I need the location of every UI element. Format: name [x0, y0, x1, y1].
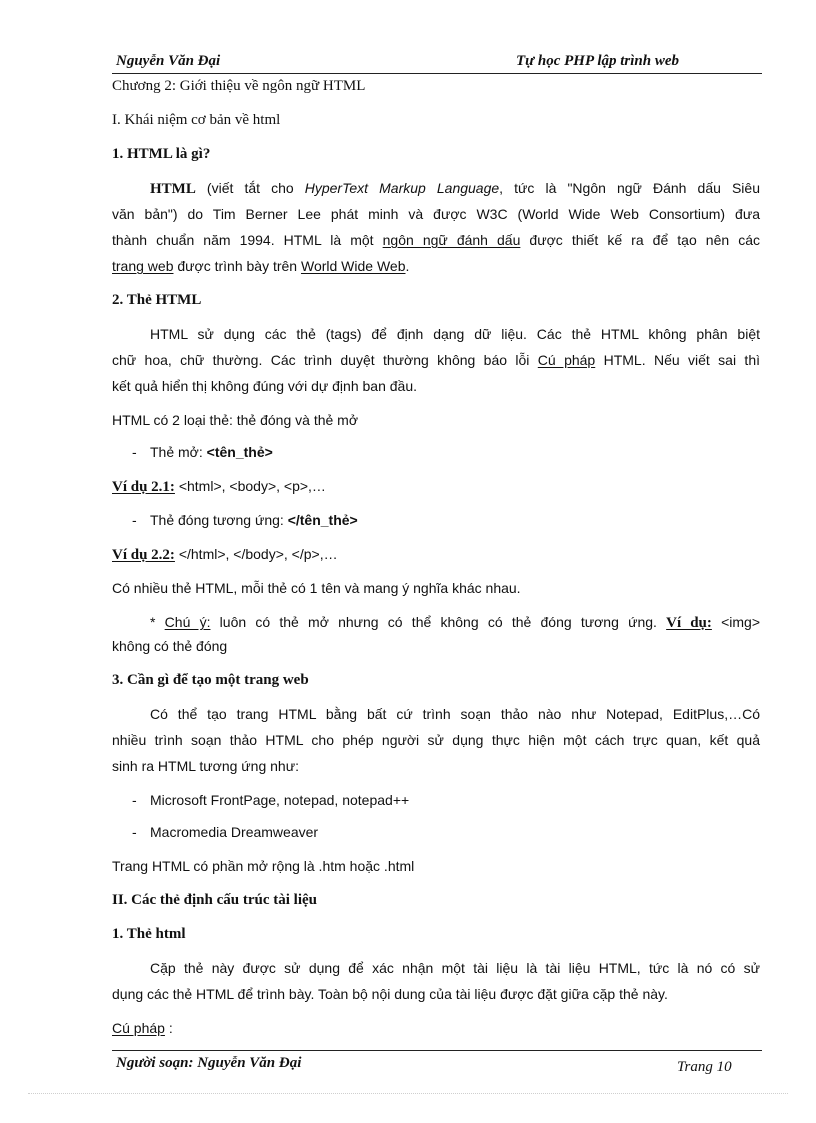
link-world-wide-web[interactable]: World Wide Web [300, 258, 406, 274]
paragraph-2-line-3: kết quả hiển thị không đúng với dự định ban đầu. [112, 378, 417, 394]
link-web-page[interactable]: trang web [112, 258, 174, 274]
paragraph-1-line-2: văn bản") do Tim Berner Lee phát minh và được W3C (World Wide Web Consortium) đưa [112, 206, 760, 222]
syntax-label-line [112, 1018, 173, 1038]
bullet-dreamweaver [132, 822, 318, 842]
text-run: chữ hoa, chữ thường. Các trình duyệt thường không báo lỗi [112, 352, 538, 368]
bullet-close-tag [132, 510, 358, 530]
text-run: Thẻ mở: [150, 444, 207, 460]
paragraph-7-line-2: dụng các thẻ HTML để trình bày. Toàn bộ nội dung của tài liệu được đặt giữa cặp thẻ này. [112, 986, 668, 1002]
paragraph-3: HTML có 2 loại thẻ: thẻ đóng và thẻ mở [112, 412, 359, 428]
text-run: được trình bày trên [173, 258, 301, 274]
text-run: (viết tắt cho [195, 180, 305, 196]
paragraph-5-line-1: Có thể tạo trang HTML bằng bất cứ trình soạn thảo nào như Notepad, EditPlus,…Có [150, 706, 760, 722]
example-label: Ví dụ 2.2: [112, 547, 175, 563]
subsection-4-title: 1. Thẻ html [112, 926, 186, 942]
paragraph-4: Có nhiều thẻ HTML, mỗi thẻ có 1 tên và mang ý nghĩa khác nhau. [112, 580, 521, 596]
chapter-title: Chương 2: Giới thiệu về ngôn ngữ HTML [112, 78, 366, 94]
example-label: Ví dụ: [666, 615, 712, 631]
text-run: <html>, <body>, <p>,… [174, 478, 326, 494]
note-label: Chú ý: [164, 614, 211, 630]
footer-page-number: Trang 10 [677, 1059, 732, 1075]
text-run: HTML. Nếu viết sai thì [595, 352, 760, 368]
footer-compiler: Người soạn: Nguyễn Văn Đại [116, 1055, 302, 1071]
html-term: HTML [150, 181, 196, 197]
text-run: <img> [711, 614, 760, 630]
paragraph-5-line-2: nhiều trình soạn thảo HTML cho phép người sử dụng thực hiện một cách trực quan, kết quả [112, 732, 760, 748]
text-run: thành chuẩn năm 1994. HTML là một [112, 232, 383, 248]
page-header [112, 52, 762, 74]
header-author: Nguyễn Văn Đại [116, 53, 221, 69]
page-bottom-divider [28, 1093, 788, 1094]
paragraph-7-line-1: Cặp thẻ này được sử dụng để xác nhận một tài liệu là tài liệu HTML, tức là nó có sử [150, 960, 760, 976]
link-markup-language[interactable]: ngôn ngữ đánh dấu [382, 232, 521, 248]
subsection-1-title: 1. HTML là gì? [112, 146, 211, 162]
bullet-dash: - [132, 512, 137, 528]
text-run: , tức là "Ngôn ngữ Đánh dấu Siêu [499, 180, 760, 196]
paragraph-2-line-2 [112, 350, 760, 370]
text-run: * [150, 614, 165, 630]
paragraph-5-line-3: sinh ra HTML tương ứng như: [112, 758, 299, 774]
paragraph-1-line-3 [112, 230, 760, 250]
text-run: : [164, 1020, 173, 1036]
paragraph-6: Trang HTML có phần mở rộng là .htm hoặc .html [112, 858, 415, 874]
text-run: </html>, </body>, </p>,… [174, 546, 338, 562]
example-2-1 [112, 476, 326, 497]
open-tag-syntax: <tên_thẻ> [206, 444, 273, 460]
text-run: Thẻ đóng tương ứng: [150, 512, 288, 528]
text-run: . [405, 258, 410, 274]
text-run: Macromedia Dreamweaver [150, 824, 319, 840]
text-run: luôn có thẻ mở nhưng có thể không có thẻ đóng tương ứng. [210, 614, 667, 630]
example-2-2 [112, 544, 338, 565]
subsection-3-title: 3. Cần gì để tạo một trang web [112, 672, 309, 688]
header-book-title: Tự học PHP lập trình web [516, 53, 680, 69]
section-2-title: II. Các thẻ định cấu trúc tài liệu [112, 892, 318, 908]
paragraph-1-line-1 [112, 178, 760, 199]
page-footer [112, 1050, 762, 1076]
syntax-label: Cú pháp [112, 1020, 165, 1036]
close-tag-syntax: </tên_thẻ> [287, 512, 358, 528]
note-line-1 [112, 612, 760, 633]
hypertext-term: HyperText Markup Language [304, 180, 500, 196]
bullet-dash: - [132, 444, 137, 460]
bullet-dash: - [132, 792, 137, 808]
bullet-dash: - [132, 824, 137, 840]
text-run: được thiết kế ra để tạo nên các [520, 232, 760, 248]
note-line-2: không có thẻ đóng [112, 638, 228, 654]
subsection-2-title: 2. Thẻ HTML [112, 292, 202, 308]
text-run: Microsoft FrontPage, notepad, notepad++ [150, 792, 410, 808]
example-label: Ví dụ 2.1: [112, 479, 175, 495]
section-1-title: I. Khái niệm cơ bản về html [112, 112, 281, 128]
bullet-frontpage [132, 790, 409, 810]
paragraph-2-line-1: HTML sử dụng các thẻ (tags) để định dạng dữ liệu. Các thẻ HTML không phân biệt [150, 326, 760, 342]
link-syntax[interactable]: Cú pháp [537, 352, 596, 368]
bullet-open-tag [132, 442, 273, 462]
paragraph-1-line-4 [112, 256, 409, 276]
